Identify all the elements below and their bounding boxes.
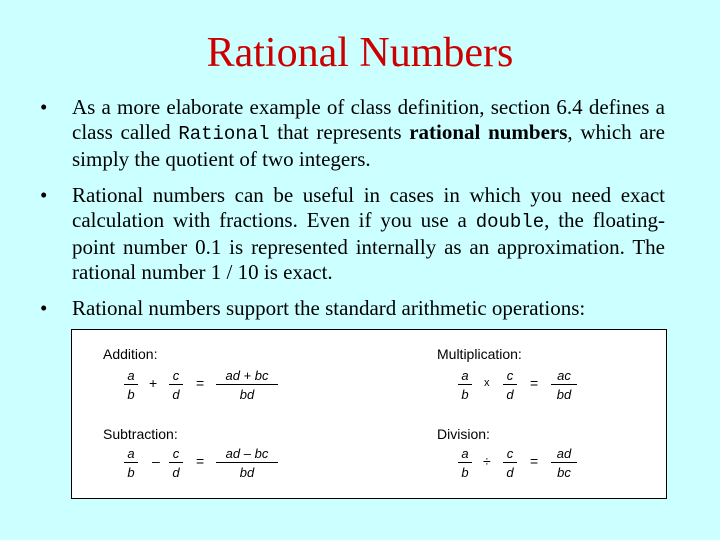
text-segment: As a more elaborate example of class definition, section 6.4 defines a class called [72,95,665,144]
division-frac-ab [458,446,472,480]
denominator: d [506,387,514,402]
division-frac-cd [503,446,517,480]
numerator: c [169,446,183,463]
denominator: b [461,465,469,480]
bullet-marker: • [40,183,48,207]
addition-result [216,368,278,402]
addition-label: Addition: [103,346,158,362]
multiplication-result [551,368,577,402]
division-label: Division: [437,426,490,442]
numerator: c [503,368,517,385]
text-segment: , the floating-point number 0.1 is represented internally as an approximation. The rational number 1 / 10 is exact. [72,208,666,284]
numerator: a [458,446,472,463]
text-segment: that represents [269,120,410,144]
denominator: d [172,465,180,480]
bullet-class-definition [40,95,665,172]
subtraction-frac-cd [169,446,183,480]
denominator: b [127,387,135,402]
subtraction-label: Subtraction: [103,426,178,442]
bullet-text: Rational numbers support the standard arithmetic operations: [72,296,586,320]
multiplication-frac-ab [458,368,472,402]
slide-title: Rational Numbers [206,30,514,76]
formula-box [71,329,667,499]
denominator: bd [556,387,572,402]
addition-frac-cd [169,368,183,402]
denominator: b [461,387,469,402]
denominator: bd [239,387,255,402]
plus-operator: + [149,375,158,391]
denominator: d [506,465,514,480]
numerator: a [124,446,138,463]
bold-rational-numbers: rational numbers [409,120,568,144]
subtraction-result [216,446,278,480]
multiplication-label: Multiplication: [437,346,522,362]
bullet-marker: • [40,296,48,320]
numerator: c [503,446,517,463]
denominator: bc [557,465,571,480]
text-segment: , which are simply the quotient of two integers. [72,120,665,171]
multiplication-frac-cd [503,368,517,402]
bullet-marker: • [40,95,48,119]
code-rational: Rational [178,123,270,145]
times-operator: x [484,377,490,389]
numerator: c [169,368,183,385]
subtraction-frac-ab [124,446,138,480]
numerator: ac [551,368,577,385]
code-double: double [475,211,545,233]
equals-sign: = [196,453,205,469]
bullet-text [72,183,665,285]
denominator: d [172,387,180,402]
minus-operator: – [152,453,160,469]
division-result [551,446,577,480]
numerator: ad – bc [216,446,278,463]
numerator: ad + bc [216,368,278,385]
numerator: a [458,368,472,385]
numerator: a [124,368,138,385]
bullet-text [72,95,665,172]
bullet-exact-calculation [40,183,665,285]
divide-operator: ÷ [483,453,491,469]
denominator: b [127,465,135,480]
numerator: ad [551,446,577,463]
denominator: bd [239,465,255,480]
bullet-arithmetic-operations [40,296,665,321]
equals-sign: = [530,375,539,391]
equals-sign: = [530,453,539,469]
addition-frac-ab [124,368,138,402]
equals-sign: = [196,375,205,391]
text-segment: Rational numbers can be useful in cases in which you need exact calculation with fractions. Even if you use a [72,183,665,232]
